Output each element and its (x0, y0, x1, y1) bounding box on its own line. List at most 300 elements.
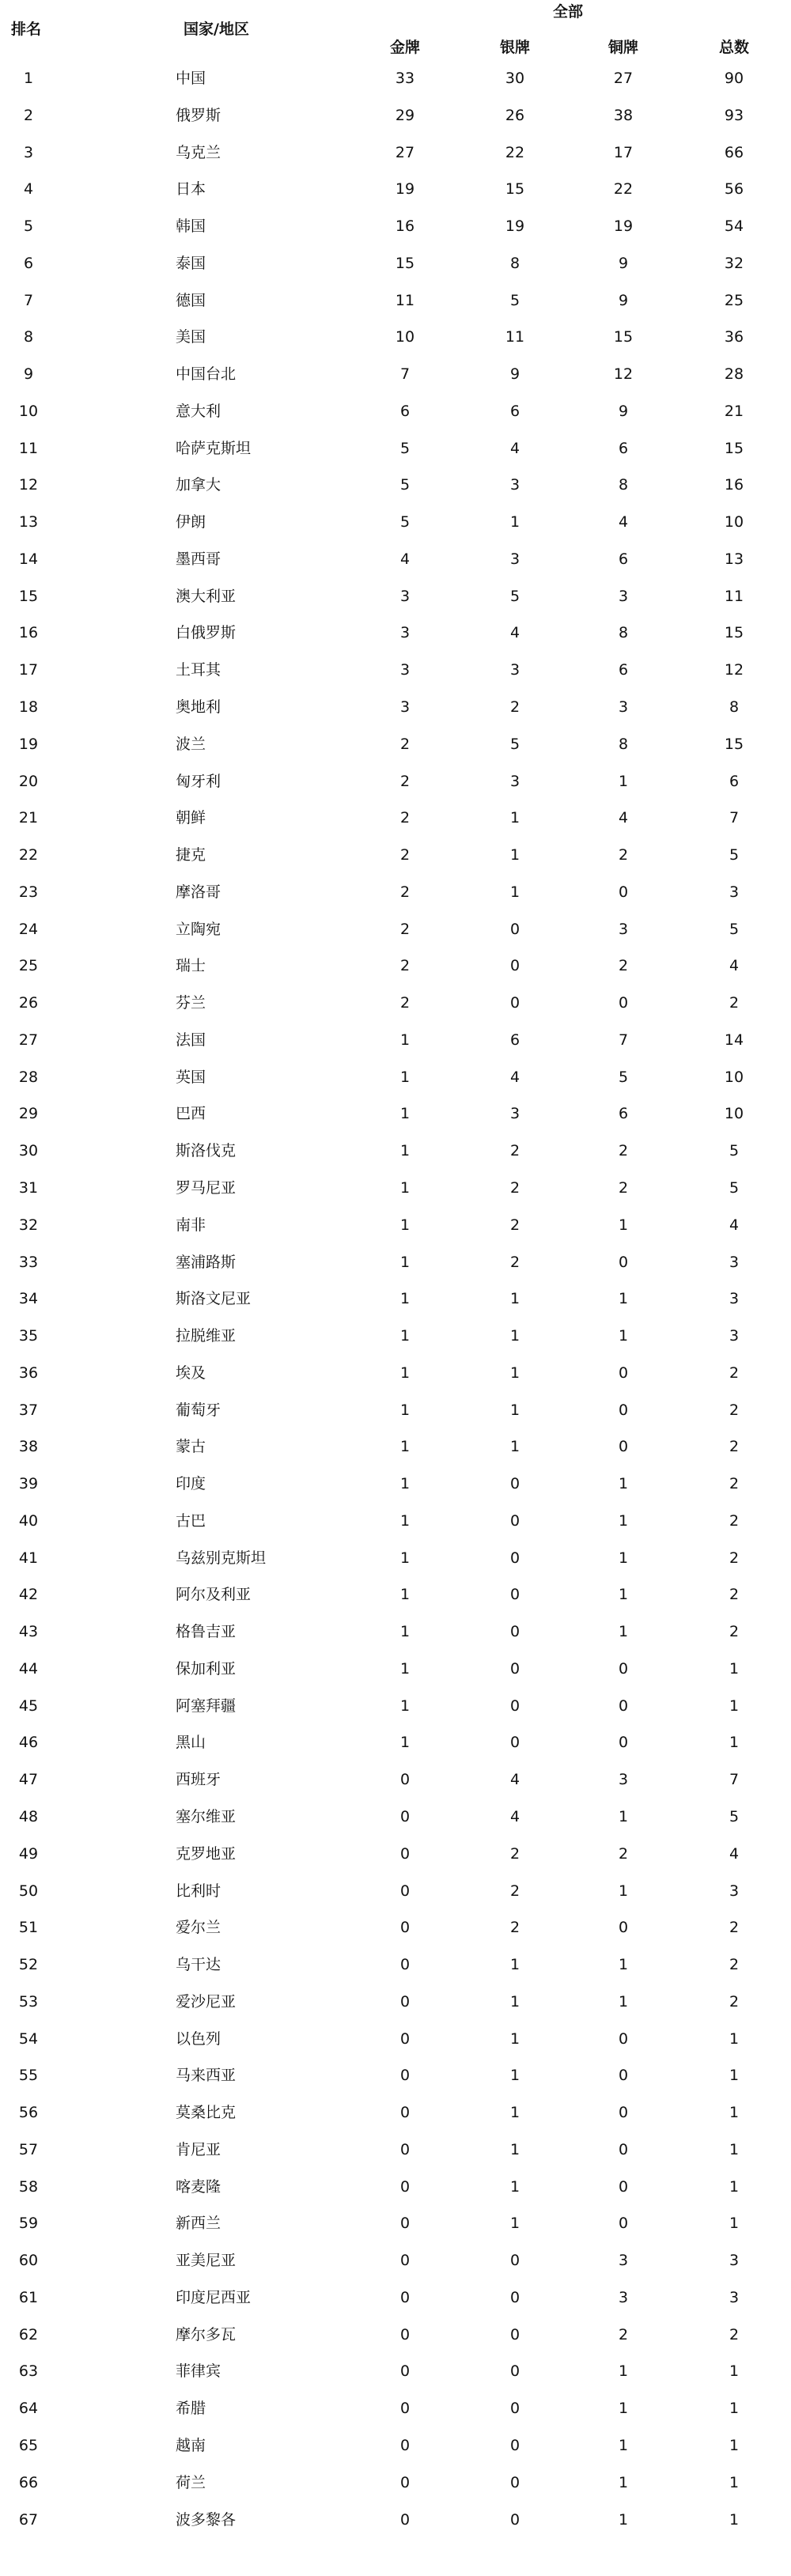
rank-cell-text: 19 (18, 735, 39, 753)
bronze-cell-text: 1 (618, 2437, 629, 2454)
gold-cell-text: 0 (399, 2437, 411, 2454)
medal-table-body (0, 60, 791, 2538)
rank-cell-text: 59 (18, 2215, 39, 2233)
bronze-cell-text: 0 (618, 2140, 629, 2158)
gold-cell-text: 2 (399, 846, 411, 864)
rank-cell-text: 66 (18, 2473, 39, 2491)
silver-cell-text: 1 (509, 513, 520, 531)
gold-cell-text: 10 (395, 328, 415, 346)
silver-cell-text: 30 (505, 70, 525, 87)
total-cell-text: 8 (729, 698, 740, 717)
gold-cell-text: 1 (399, 1142, 411, 1160)
country-cell: 巴西 (176, 1105, 206, 1123)
total-cell-text: 54 (724, 218, 744, 236)
gold-cell-text: 0 (399, 2325, 411, 2343)
country-cell: 斯洛伐克 (176, 1142, 237, 1160)
gold-cell-text: 2 (399, 809, 411, 827)
gold-cell-text: 2 (399, 994, 411, 1012)
total-cell-text: 1 (729, 2473, 740, 2491)
rank-cell-text: 45 (18, 1697, 39, 1715)
gold-cell-text: 1 (399, 1586, 411, 1604)
silver-cell-text: 26 (505, 106, 525, 124)
table-row (0, 208, 791, 245)
silver-cell-text: 1 (509, 1327, 520, 1345)
bronze-cell-text: 1 (618, 2510, 629, 2529)
country-cell: 加拿大 (176, 476, 221, 494)
country-cell: 立陶宛 (176, 920, 221, 938)
silver-cell-text: 2 (509, 1253, 520, 1271)
bronze-cell-text: 8 (618, 476, 629, 494)
table-row (0, 2317, 791, 2354)
gold-cell-text: 1 (399, 1659, 411, 1678)
silver-cell-text: 6 (509, 1031, 520, 1049)
total-cell-text: 2 (729, 1475, 740, 1493)
table-row (0, 2094, 791, 2132)
silver-cell-text: 1 (509, 2029, 520, 2048)
total-cell-text: 10 (724, 1105, 744, 1123)
country-cell: 新西兰 (176, 2215, 221, 2233)
total-cell-text: 3 (729, 1882, 740, 1900)
table-row (0, 911, 791, 948)
silver-cell-text: 4 (509, 439, 520, 457)
silver-cell-text: 1 (509, 846, 520, 864)
total-cell-text: 90 (724, 70, 744, 87)
header-country: 国家/地区 (184, 21, 249, 38)
silver-cell-text: 0 (509, 1511, 520, 1530)
table-row (0, 1909, 791, 1946)
silver-cell-text: 2 (509, 1844, 520, 1863)
country-cell: 格鲁吉亚 (176, 1623, 237, 1641)
bronze-cell-text: 1 (618, 2362, 629, 2381)
rank-cell-text: 52 (18, 1956, 39, 1974)
bronze-cell-text: 6 (618, 550, 629, 568)
table-row (0, 134, 791, 172)
table-row (0, 1355, 791, 1392)
bronze-cell-text: 3 (618, 698, 629, 717)
header-silver: 银牌 (499, 39, 531, 56)
gold-cell-text: 0 (399, 2177, 411, 2196)
country-cell: 朝鲜 (176, 809, 206, 827)
total-cell-text: 7 (729, 809, 740, 827)
bronze-cell-text: 1 (618, 1290, 629, 1308)
rank-cell-text: 13 (18, 513, 39, 531)
gold-cell-text: 1 (399, 1290, 411, 1308)
bronze-cell-text: 0 (618, 1919, 629, 1937)
bronze-cell-text: 0 (618, 2104, 629, 2122)
table-row (0, 2502, 791, 2539)
gold-cell-text: 1 (399, 1623, 411, 1641)
country-cell: 菲律宾 (176, 2362, 221, 2381)
gold-cell-text: 1 (399, 1697, 411, 1715)
rank-cell-text: 53 (18, 1992, 39, 2010)
country-cell: 德国 (176, 291, 206, 309)
silver-cell-text: 1 (509, 2104, 520, 2122)
country-cell: 印度尼西亚 (176, 2288, 252, 2306)
rank-cell-text: 50 (18, 1882, 39, 1900)
country-cell: 瑞士 (176, 957, 206, 975)
gold-cell-text: 3 (399, 587, 411, 605)
country-cell: 匈牙利 (176, 772, 221, 790)
gold-cell-text: 2 (399, 957, 411, 975)
gold-cell-text: 0 (399, 2104, 411, 2122)
rank-cell-text: 35 (18, 1327, 39, 1345)
country-cell: 亚美尼亚 (176, 2252, 237, 2270)
country-cell: 以色列 (176, 2029, 221, 2048)
gold-cell-text: 0 (399, 1919, 411, 1937)
header-total: 总数 (718, 39, 750, 56)
gold-cell-text: 0 (399, 2067, 411, 2085)
table-row (0, 504, 791, 541)
bronze-cell-text: 1 (618, 1992, 629, 2010)
table-row (0, 1613, 791, 1651)
total-cell-text: 5 (729, 1178, 740, 1197)
total-cell-text: 1 (729, 2400, 740, 2418)
bronze-cell-text: 3 (618, 2288, 629, 2306)
gold-cell-text: 1 (399, 1401, 411, 1419)
country-cell: 伊朗 (176, 513, 206, 531)
table-row (0, 1466, 791, 1503)
rank-cell-text: 56 (18, 2104, 39, 2122)
total-cell-text: 1 (729, 2510, 740, 2529)
rank-cell-text: 7 (23, 291, 34, 309)
bronze-cell-text: 6 (618, 439, 629, 457)
country-cell: 俄罗斯 (176, 106, 221, 124)
country-cell: 澳大利亚 (176, 587, 237, 605)
rank-cell-text: 44 (18, 1659, 39, 1678)
rank-cell-text: 3 (23, 143, 34, 161)
bronze-cell-text: 0 (618, 1697, 629, 1715)
country-cell: 波兰 (176, 735, 206, 753)
country-cell: 克罗地亚 (176, 1844, 237, 1863)
total-cell-text: 10 (724, 1068, 744, 1086)
country-cell: 肯尼亚 (176, 2140, 221, 2158)
silver-cell-text: 3 (509, 772, 520, 790)
bronze-cell-text: 2 (618, 1178, 629, 1197)
bronze-cell-text: 1 (618, 2473, 629, 2491)
table-row (0, 1133, 791, 1170)
gold-cell-text: 1 (399, 1216, 411, 1234)
total-cell-text: 1 (729, 2104, 740, 2122)
gold-cell-text: 2 (399, 735, 411, 753)
total-cell-text: 66 (724, 143, 744, 161)
total-cell-text: 6 (729, 772, 740, 790)
gold-cell-text: 1 (399, 1364, 411, 1382)
bronze-cell-text: 8 (618, 735, 629, 753)
table-row (0, 2057, 791, 2094)
bronze-cell-text: 1 (618, 2400, 629, 2418)
rank-cell-text: 31 (18, 1178, 39, 1197)
total-cell-text: 10 (724, 513, 744, 531)
gold-cell-text: 0 (399, 1807, 411, 1825)
total-cell-text: 1 (729, 2067, 740, 2085)
silver-cell-text: 22 (505, 143, 525, 161)
table-row (0, 689, 791, 726)
gold-cell-text: 3 (399, 624, 411, 642)
bronze-cell-text: 8 (618, 624, 629, 642)
bronze-cell-text: 1 (618, 1475, 629, 1493)
gold-cell-text: 0 (399, 1992, 411, 2010)
rank-cell-text: 61 (18, 2288, 39, 2306)
bronze-cell-text: 2 (618, 957, 629, 975)
silver-cell-text: 1 (509, 1364, 520, 1382)
table-row (0, 1170, 791, 1207)
table-row (0, 726, 791, 763)
gold-cell-text: 0 (399, 2252, 411, 2270)
rank-cell-text: 5 (23, 218, 34, 236)
silver-cell-text: 1 (509, 809, 520, 827)
silver-cell-text: 1 (509, 2140, 520, 2158)
table-row (0, 1576, 791, 1613)
table-row (0, 2169, 791, 2206)
table-row (0, 245, 791, 282)
total-cell-text: 2 (729, 1956, 740, 1974)
gold-cell-text: 1 (399, 1031, 411, 1049)
bronze-cell-text: 7 (618, 1031, 629, 1049)
table-row (0, 2390, 791, 2427)
bronze-cell-text: 1 (618, 1623, 629, 1641)
table-row (0, 97, 791, 134)
silver-cell-text: 2 (509, 1142, 520, 1160)
total-cell-text: 3 (729, 2288, 740, 2306)
table-row (0, 1946, 791, 1984)
gold-cell-text: 7 (399, 365, 411, 384)
rank-cell-text: 12 (18, 476, 39, 494)
silver-cell-text: 3 (509, 1105, 520, 1123)
country-cell: 喀麦隆 (176, 2177, 221, 2196)
silver-cell-text: 1 (509, 1290, 520, 1308)
bronze-cell-text: 3 (618, 1771, 629, 1789)
rank-cell-text: 62 (18, 2325, 39, 2343)
table-row (0, 467, 791, 504)
country-cell: 中国 (176, 70, 206, 87)
country-cell: 芬兰 (176, 994, 206, 1012)
bronze-cell-text: 2 (618, 2325, 629, 2343)
country-cell: 捷克 (176, 846, 206, 864)
rank-cell-text: 6 (23, 254, 34, 272)
bronze-cell-text: 0 (618, 883, 629, 901)
gold-cell-text: 1 (399, 1178, 411, 1197)
country-cell: 马来西亚 (176, 2067, 237, 2085)
country-cell: 葡萄牙 (176, 1401, 221, 1419)
gold-cell-text: 1 (399, 1734, 411, 1752)
table-row (0, 837, 791, 874)
silver-cell-text: 1 (509, 2067, 520, 2085)
total-cell-text: 3 (729, 2252, 740, 2270)
total-cell-text: 1 (729, 2437, 740, 2454)
total-cell-text: 36 (724, 328, 744, 346)
rank-cell-text: 14 (18, 550, 39, 568)
total-cell-text: 4 (729, 957, 740, 975)
gold-cell-text: 0 (399, 1956, 411, 1974)
table-row (0, 2279, 791, 2317)
rank-cell-text: 22 (18, 846, 39, 864)
total-cell-text: 5 (729, 1807, 740, 1825)
table-row (0, 1873, 791, 1910)
silver-cell-text: 3 (509, 550, 520, 568)
total-cell-text: 5 (729, 920, 740, 938)
silver-cell-text: 0 (509, 2473, 520, 2491)
silver-cell-text: 0 (509, 2400, 520, 2418)
silver-cell-text: 0 (509, 2288, 520, 2306)
country-cell: 英国 (176, 1068, 206, 1086)
gold-cell-text: 2 (399, 920, 411, 938)
table-row (0, 430, 791, 467)
total-cell-text: 2 (729, 1992, 740, 2010)
rank-cell-text: 42 (18, 1586, 39, 1604)
gold-cell-text: 0 (399, 2473, 411, 2491)
total-cell-text: 1 (729, 2177, 740, 2196)
rank-cell-text: 63 (18, 2362, 39, 2381)
silver-cell-text: 0 (509, 2510, 520, 2529)
country-cell: 美国 (176, 328, 206, 346)
rank-cell-text: 47 (18, 1771, 39, 1789)
gold-cell-text: 29 (395, 106, 415, 124)
table-row (0, 1392, 791, 1429)
silver-cell-text: 0 (509, 1659, 520, 1678)
table-row (0, 1059, 791, 1096)
table-row (0, 171, 791, 208)
gold-cell-text: 5 (399, 476, 411, 494)
total-cell-text: 1 (729, 1697, 740, 1715)
silver-cell-text: 4 (509, 1771, 520, 1789)
total-cell-text: 28 (724, 365, 744, 384)
silver-cell-text: 8 (509, 254, 520, 272)
total-cell-text: 1 (729, 2215, 740, 2233)
bronze-cell-text: 0 (618, 2177, 629, 2196)
bronze-cell-text: 2 (618, 1844, 629, 1863)
country-cell: 西班牙 (176, 1771, 221, 1789)
silver-cell-text: 1 (509, 2215, 520, 2233)
rank-cell-text: 21 (18, 809, 39, 827)
silver-cell-text: 0 (509, 1549, 520, 1567)
gold-cell-text: 0 (399, 1844, 411, 1863)
rank-cell-text: 67 (18, 2510, 39, 2529)
total-cell-text: 1 (729, 2362, 740, 2381)
silver-cell-text: 4 (509, 1068, 520, 1086)
silver-cell-text: 9 (509, 365, 520, 384)
bronze-cell-text: 0 (618, 1734, 629, 1752)
bronze-cell-text: 6 (618, 661, 629, 679)
country-cell: 摩尔多瓦 (176, 2325, 237, 2343)
rank-cell-text: 2 (23, 106, 34, 124)
total-cell-text: 21 (724, 402, 744, 420)
silver-cell-text: 2 (509, 1882, 520, 1900)
total-cell-text: 32 (724, 254, 744, 272)
silver-cell-text: 2 (509, 1178, 520, 1197)
total-cell-text: 15 (724, 439, 744, 457)
gold-cell-text: 0 (399, 2362, 411, 2381)
bronze-cell-text: 1 (618, 1511, 629, 1530)
bronze-cell-text: 12 (613, 365, 634, 384)
rank-cell-text: 39 (18, 1475, 39, 1493)
silver-cell-text: 0 (509, 2362, 520, 2381)
total-cell-text: 14 (724, 1031, 744, 1049)
country-cell: 乌干达 (176, 1956, 221, 1974)
header-rank: 排名 (11, 21, 42, 38)
total-cell-text: 3 (729, 883, 740, 901)
silver-cell-text: 5 (509, 735, 520, 753)
country-cell: 荷兰 (176, 2473, 206, 2491)
bronze-cell-text: 38 (613, 106, 634, 124)
rank-cell-text: 64 (18, 2400, 39, 2418)
country-cell: 比利时 (176, 1882, 221, 1900)
total-cell-text: 1 (729, 1734, 740, 1752)
country-cell: 阿塞拜疆 (176, 1697, 237, 1715)
gold-cell-text: 0 (399, 1771, 411, 1789)
total-cell-text: 2 (729, 1919, 740, 1937)
table-row (0, 1095, 791, 1133)
total-cell-text: 5 (729, 1142, 740, 1160)
bronze-cell-text: 1 (618, 1882, 629, 1900)
table-row (0, 1724, 791, 1761)
country-cell: 希腊 (176, 2400, 206, 2418)
silver-cell-text: 0 (509, 2437, 520, 2454)
rank-cell-text: 9 (23, 365, 34, 384)
table-row (0, 1244, 791, 1281)
silver-cell-text: 5 (509, 291, 520, 309)
table-row (0, 1207, 791, 1244)
table-row (0, 615, 791, 652)
country-cell: 奥地利 (176, 698, 221, 717)
bronze-cell-text: 4 (618, 513, 629, 531)
total-cell-text: 2 (729, 1511, 740, 1530)
table-row (0, 1540, 791, 1577)
gold-cell-text: 3 (399, 661, 411, 679)
table-row (0, 2132, 791, 2169)
silver-cell-text: 1 (509, 1956, 520, 1974)
table-row (0, 2205, 791, 2242)
table-row (0, 2427, 791, 2464)
country-cell: 意大利 (176, 402, 221, 420)
total-cell-text: 7 (729, 1771, 740, 1789)
gold-cell-text: 19 (395, 180, 415, 199)
table-row (0, 1799, 791, 1836)
country-cell: 罗马尼亚 (176, 1178, 237, 1197)
rank-cell-text: 8 (23, 328, 34, 346)
table-row (0, 2353, 791, 2390)
table-row (0, 2242, 791, 2279)
total-cell-text: 5 (729, 846, 740, 864)
silver-cell-text: 0 (509, 2325, 520, 2343)
rank-cell-text: 57 (18, 2140, 39, 2158)
rank-cell-text: 20 (18, 772, 39, 790)
bronze-cell-text: 1 (618, 1216, 629, 1234)
gold-cell-text: 5 (399, 513, 411, 531)
country-cell: 黑山 (176, 1734, 206, 1752)
table-row (0, 800, 791, 837)
gold-cell-text: 1 (399, 1327, 411, 1345)
country-cell: 日本 (176, 180, 206, 199)
table-row (0, 985, 791, 1022)
total-cell-text: 2 (729, 1364, 740, 1382)
gold-cell-text: 5 (399, 439, 411, 457)
bronze-cell-text: 0 (618, 1438, 629, 1456)
rank-cell-text: 4 (23, 180, 34, 199)
total-cell-text: 2 (729, 2325, 740, 2343)
total-cell-text: 1 (729, 2140, 740, 2158)
silver-cell-text: 2 (509, 698, 520, 717)
total-cell-text: 56 (724, 180, 744, 199)
bronze-cell-text: 27 (613, 70, 634, 87)
rank-cell-text: 60 (18, 2252, 39, 2270)
total-cell-text: 2 (729, 1438, 740, 1456)
silver-cell-text: 1 (509, 2177, 520, 2196)
bronze-cell-text: 15 (613, 328, 634, 346)
total-cell-text: 15 (724, 735, 744, 753)
rank-cell-text: 49 (18, 1844, 39, 1863)
silver-cell-text: 4 (509, 1807, 520, 1825)
table-row (0, 1688, 791, 1725)
